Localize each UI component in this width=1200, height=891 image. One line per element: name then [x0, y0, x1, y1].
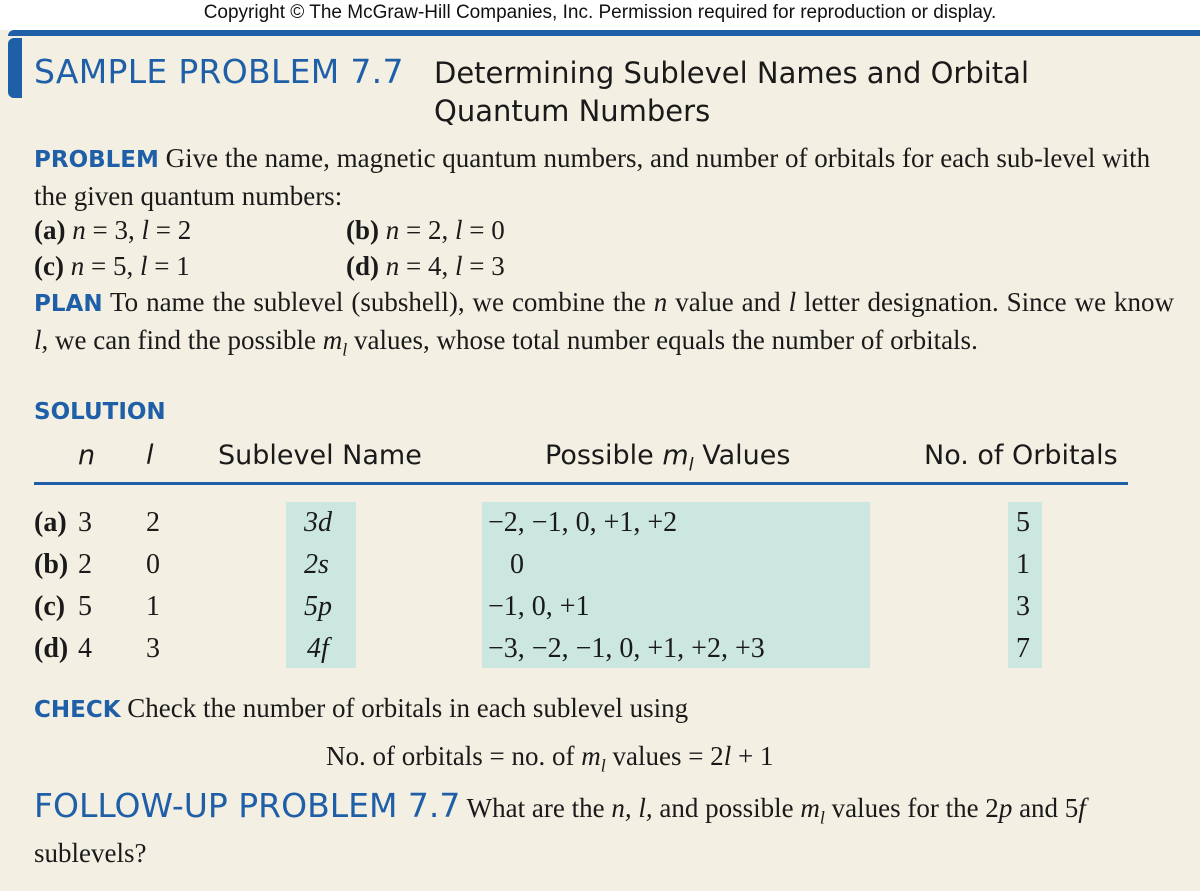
row-ml-values: −3, −2, −1, 0, +1, +2, +3 — [488, 633, 765, 664]
row-n: 4 — [78, 633, 92, 664]
problem-paragraph — [34, 140, 1174, 214]
row-sublevel-name: 2s — [304, 549, 329, 580]
part-a-label: (a) — [34, 215, 66, 245]
row-label: (d) — [34, 633, 69, 664]
row-label: (b) — [34, 549, 69, 580]
part-d-label: (d) — [346, 251, 379, 281]
row-orbital-count: 3 — [1016, 591, 1030, 622]
plan-paragraph: PLAN To name the sublevel (subshell), we combine the n value and l letter designation. Since we know l, we can find the possible $m_l$ values, whose total number equals the number of orbitals. — [34, 287, 1174, 360]
problem-part-b: (b) n = 2, l = 0 — [346, 215, 505, 245]
problem-part-a: (a) n = 3, l = 2 — [34, 215, 192, 245]
row-sublevel-name: 4f — [307, 633, 329, 664]
check-text: Check the number of orbitals in each sublevel using — [127, 693, 689, 723]
header-ml-values: Possible $m_l$ Values — [545, 440, 791, 476]
followup-keyword: FOLLOW-UP PROBLEM 7.7 — [34, 786, 461, 825]
problem-part-d: (d) n = 4, l = 3 — [346, 251, 505, 281]
copyright-notice: Copyright © The McGraw-Hill Companies, Inc. Permission required for reproduction or display. — [0, 0, 1200, 28]
check-equation: No. of orbitals = no. of $m_l$ values = 2l + 1 — [326, 741, 774, 776]
sample-problem-label: SAMPLE PROBLEM 7.7 — [34, 52, 404, 91]
header-n: n — [78, 440, 96, 471]
panel-top-border — [8, 30, 1200, 36]
followup-paragraph: FOLLOW-UP PROBLEM 7.7 What are the n, l, and possible $m_l$ values for the 2p and 5f sublevels? — [34, 786, 1086, 869]
subtitle-line-2: Quantum Numbers — [434, 94, 711, 128]
part-b-label: (b) — [346, 215, 379, 245]
row-orbital-count: 5 — [1016, 507, 1030, 538]
row-sublevel-name: 3d — [304, 507, 332, 538]
sample-problem-subtitle — [434, 54, 1134, 130]
check-paragraph — [34, 690, 1174, 728]
plan-keyword: PLAN — [34, 291, 103, 317]
header-l: l — [146, 440, 154, 471]
row-label: (c) — [34, 591, 66, 622]
row-l: 3 — [146, 633, 160, 664]
part-c-label: (c) — [34, 251, 64, 281]
check-keyword: CHECK — [34, 697, 121, 723]
row-l: 0 — [146, 549, 160, 580]
solution-keyword: SOLUTION — [34, 399, 166, 425]
row-label: (a) — [34, 507, 67, 538]
problem-text: Give the name, magnetic quantum numbers, and number of orbitals for each sub-level with the given quantum numbers: — [34, 143, 1151, 211]
solution-heading — [34, 392, 1174, 430]
table-header-rule — [34, 482, 1128, 485]
row-ml-values: −1, 0, +1 — [488, 591, 590, 622]
row-ml-values: −2, −1, 0, +1, +2 — [488, 507, 678, 538]
row-l: 1 — [146, 591, 160, 622]
row-n: 2 — [78, 549, 92, 580]
row-ml-values: 0 — [510, 549, 524, 580]
header-no-orbitals: No. of Orbitals — [924, 440, 1118, 471]
problem-part-c: (c) n = 5, l = 1 — [34, 251, 190, 281]
panel-accent-bar — [8, 38, 22, 98]
row-n: 3 — [78, 507, 92, 538]
problem-keyword: PROBLEM — [34, 147, 159, 173]
row-orbital-count: 7 — [1016, 633, 1030, 664]
row-l: 2 — [146, 507, 160, 538]
row-sublevel-name: 5p — [304, 591, 332, 622]
subtitle-line-1: Determining Sublevel Names and Orbital — [434, 56, 1029, 90]
row-orbital-count: 1 — [1016, 549, 1030, 580]
row-n: 5 — [78, 591, 92, 622]
header-sublevel-name: Sublevel Name — [218, 440, 422, 471]
